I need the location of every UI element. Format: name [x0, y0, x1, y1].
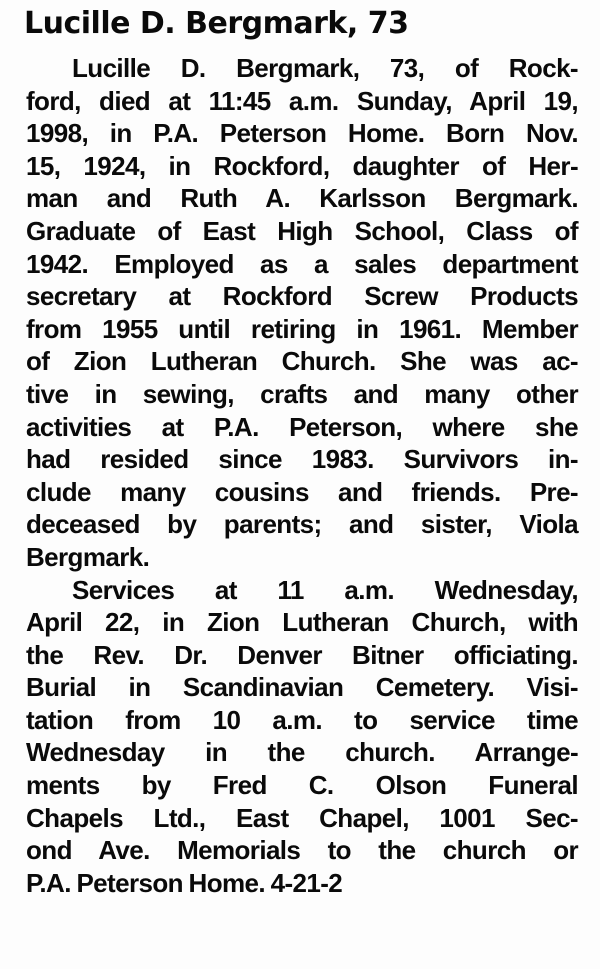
- body-line: from 1955 until retiring in 1961. Member: [26, 313, 578, 344]
- body-line: the Rev. Dr. Denver Bitner officiating.: [26, 639, 578, 670]
- body-line: Graduate of East High School, Class of: [26, 215, 578, 246]
- body-line: 1942. Employed as a sales department: [26, 248, 578, 279]
- obituary-headline: Lucille D. Bergmark, 73: [24, 6, 409, 41]
- body-line: ments by Fred C. Olson Funeral: [26, 770, 578, 801]
- body-line: man and Ruth A. Karlsson Bergmark.: [26, 183, 578, 214]
- body-line: ond Ave. Memorials to the church or: [26, 835, 578, 866]
- body-line: Chapels Ltd., East Chapel, 1001 Sec-: [26, 802, 578, 833]
- body-line: Wednesday in the church. Arrange-: [26, 737, 578, 768]
- body-line: secretary at Rockford Screw Products: [26, 281, 578, 312]
- body-line: tive in sewing, crafts and many other: [26, 378, 578, 409]
- body-line: clude many cousins and friends. Pre-: [26, 476, 578, 507]
- body-line: April 22, in Zion Lutheran Church, with: [26, 607, 578, 638]
- body-line: of Zion Lutheran Church. She was ac-: [26, 346, 578, 377]
- body-line: tation from 10 a.m. to service time: [26, 704, 578, 735]
- obituary-body: [26, 52, 578, 899]
- body-line: 1998, in P.A. Peterson Home. Born Nov.: [26, 118, 578, 149]
- body-line: 15, 1924, in Rockford, daughter of Her-: [26, 150, 578, 181]
- body-line: Burial in Scandinavian Cemetery. Visi-: [26, 672, 578, 703]
- body-line: activities at P.A. Peterson, where she: [26, 411, 578, 442]
- body-line: Services at 11 a.m. Wednesday,: [72, 574, 578, 605]
- body-line: deceased by parents; and sister, Viola: [26, 509, 578, 540]
- body-line: Lucille D. Bergmark, 73, of Rock-: [72, 53, 578, 83]
- body-line: Bergmark.: [26, 541, 150, 572]
- body-line: P.A. Peterson Home. 4-21-2: [26, 867, 343, 898]
- body-line: ford, died at 11:45 a.m. Sunday, April 19,: [26, 85, 578, 116]
- body-line: had resided since 1983. Survivors in-: [26, 444, 578, 475]
